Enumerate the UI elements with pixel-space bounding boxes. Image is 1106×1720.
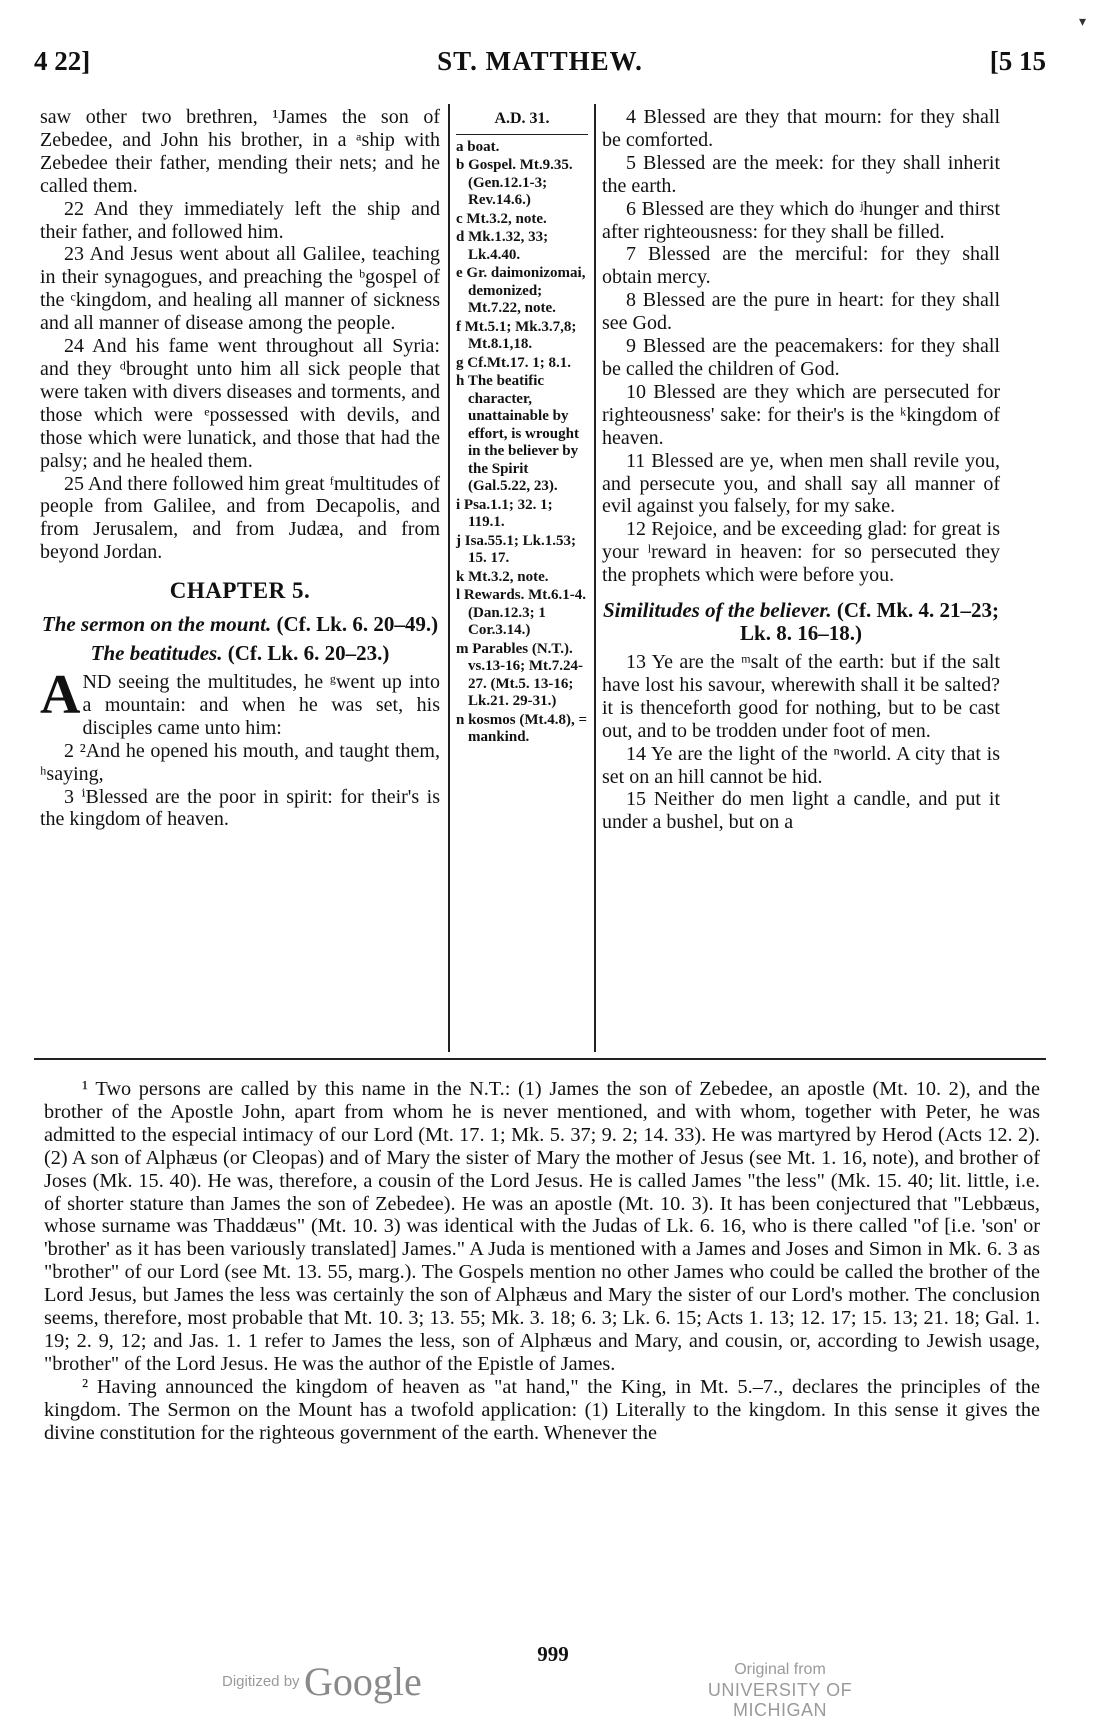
reference-m: m Parables (N.T.). vs.13-16; Mt.7.24-27. (Mt.5. 13-16; Lk.21. 29-31.): [456, 640, 583, 709]
footnote-1: ¹ Two persons are called by this name in the N.T.: (1) James the son of Zebedee, an apostle (Mt. 10. 2), and the brother of the Apostle John, apart from whom he is never mentioned, and with whom, together with Peter, he was admitted to the especial intimacy of our Lord (Mt. 17. 1; Mk. 5. 37; 9. 2; 14. 33). He was martyred by Herod (Acts 12. 2). (2) A son of Alphæus (or Cleopas) and of Mary the sister of Mary the mother of Jesus (see Mt. 1. 16, note), and brother of Joses (Mk. 15. 40). He was, therefore, a cousin of the Lord Jesus. He is called James "the less" (Mk. 15. 40; lit. little, i.e. of shorter stature than James the son of Zebedee). He was an apostle (Mt. 10. 3). It has been conjectured that "Lebbæus, whose surname was Thaddæus" (Mt. 10. 3) was identical with the Judas of Lk. 6. 16, who is there called "of [i.e. 'son' or 'brother' as it has been variously translated] James." A Juda is mentioned with a James and Joses and Simon in Mk. 6. 3 as "brother" of our Lord (see Mt. 13. 55, marg.). The Gospels mention no other James who could be called the brother of the Lord Jesus, but James the less was certainly the son of Alphæus and Mary the sister of our Lord's mother. The conclusion seems, therefore, most probable that Mt. 10. 3; 13. 55; Mk. 3. 18; 6. 3; Lk. 6. 15; Acts 1. 13; 12. 17; 15. 13; 21. 18; Gal. 1. 19; 2. 9, 12; and Jas. 1. 1 refer to James the less, son of Alphæus and Mary, and cousin, or, according to Jewish usage, "brother" of the Lord Jesus. He was the author of the Epistle of James.: [44, 1078, 1040, 1375]
reference-n: n kosmos (Mt.4.8), = mankind.: [456, 711, 588, 745]
verse-13: 13 Ye are the ᵐsalt of the earth: but if the salt have lost his savour, wherewith shall it be salted? it is thenceforth good for nothing, but to be cast out, and to be trodden under foot of men.: [602, 651, 1000, 742]
reference-j: j Isa.55.1; Lk.1.53; 15. 17.: [456, 532, 577, 566]
chapter-heading: CHAPTER 5.: [169, 578, 311, 604]
book-title: ST. MATTHEW.: [437, 46, 643, 76]
verse-23: 23 And Jesus went about all Galilee, teaching in their synagogues, and preaching the ᵇgospel of the ᶜkingdom, and healing all manner of sickness and all manner of disease among the people.: [40, 243, 440, 335]
section-heading-sermon-ref: (Cf. Lk. 6. 20–49.): [276, 612, 439, 637]
header-chapter-verse-left: 4 22]: [34, 46, 91, 76]
page-number: 999: [537, 1642, 569, 1666]
corner-mark: ▾: [1078, 15, 1086, 30]
original-from-watermark: [660, 1660, 900, 1720]
reference-k: k Mt.3.2, note.: [456, 568, 549, 585]
reference-l: l Rewards. Mt.6.1-4. (Dan.12.3; 1 Cor.3.14.): [456, 587, 586, 638]
reference-date: A.D. 31.: [456, 110, 588, 135]
reference-column: [456, 110, 588, 748]
reference-d: d Mk.1.32, 33; Lk.4.40.: [456, 229, 549, 263]
digitized-by-watermark: [222, 1658, 422, 1705]
reference-c: c Mt.3.2, note.: [456, 210, 547, 227]
reference-a: a boat.: [456, 138, 500, 155]
original-from-text: Original from: [734, 1661, 826, 1678]
section-heading-similitudes-title: Similitudes of the believer.: [602, 598, 832, 623]
verse-22: 22 And they immediately left the ship and their father, and followed him.: [40, 197, 440, 243]
verse-3: 3 ⁱBlessed are the poor in spirit: for their's is the kingdom of heaven.: [40, 785, 440, 831]
verse-4: 4 Blessed are they that mourn: for they shall be comforted.: [602, 106, 1000, 151]
drop-cap: A: [40, 664, 81, 727]
column-divider-left: [448, 104, 450, 1052]
reference-e: e Gr. daimonizomai, demonized; Mt.7.22, note.: [456, 265, 586, 316]
section-heading-similitudes: [602, 599, 1000, 645]
verse-2: 2 ²And he opened his mouth, and taught them, ʰsaying,: [40, 739, 440, 785]
verse-7: 7 Blessed are the merciful: for they shall obtain mercy.: [602, 243, 1000, 289]
verse-12: 12 Rejoice, and be exceeding glad: for great is your ˡreward in heaven: for so persecuted they the prophets which were before you.: [602, 518, 1000, 587]
verse-9: 9 Blessed are the peacemakers: for they shall be called the children of God.: [602, 335, 1000, 380]
reference-g: g Cf.Mt.17. 1; 8.1.: [456, 354, 571, 371]
section-heading-sermon-title: The sermon on the mount.: [41, 612, 272, 637]
university-text: UNIVERSITY OF MICHIGAN: [707, 1680, 853, 1720]
left-text-column: [40, 106, 440, 831]
verse-paragraph: saw other two brethren, ¹James the son of Zebedee, and John his brother, in a ᵃship with Zebedee their father, mending their nets; and he called them.: [40, 106, 440, 197]
section-heading-beatitudes: [40, 642, 440, 665]
verse-8: 8 Blessed are the pure in heart: for they shall see God.: [602, 289, 1000, 335]
verse-24: 24 And his fame went throughout all Syria: and they ᵈbrought unto him all sick people that were taken with divers diseases and torments, and those which were ᵉpossessed with devils, and those which were lunatick, and those that had the palsy; and he healed them.: [40, 335, 440, 472]
reference-f: f Mt.5.1; Mk.3.7,8; Mt.8.1,18.: [456, 318, 577, 352]
footnotes: [44, 1078, 1040, 1445]
footnote-2: ² Having announced the kingdom of heaven as "at hand," the King, in Mt. 5.–7., declares the principles of the kingdom. The Sermon on the Mount has a twofold application: (1) Literally to the kingdom. In this sense it gives the divine constitution for the righteous government of the earth. Whenever the: [44, 1375, 1040, 1444]
header-chapter-verse-right: [5 15: [989, 46, 1046, 76]
section-heading-beatitudes-title: The beatitudes.: [90, 641, 223, 666]
section-heading-sermon: [40, 613, 440, 636]
digitized-by-text: Digitized by: [222, 1673, 300, 1690]
verse-11: 11 Blessed are ye, when men shall revile you, and persecute you, and shall say all manner of evil against you falsely, for my sake.: [602, 449, 1000, 518]
footnote-separator: [34, 1058, 1046, 1060]
reference-b: b Gospel. Mt.9.35. (Gen.12.1-3; Rev.14.6.): [456, 157, 573, 208]
page-header: [34, 40, 1046, 90]
verse-14: 14 Ye are the light of the ⁿworld. A city that is set on an hill cannot be hid.: [602, 742, 1000, 788]
verse-15: 15 Neither do men light a candle, and put it under a bushel, but on a: [602, 788, 1000, 834]
verse-6: 6 Blessed are they which do ʲhunger and thirst after righteousness: for they shall be filled.: [602, 197, 1000, 243]
column-divider-right: [594, 104, 596, 1052]
verse-25: 25 And there followed him great ᶠmultitudes of people from Galilee, and from Decapolis, and from Jerusalem, and from Judæa, and from beyond Jordan.: [40, 472, 440, 564]
verse-10: 10 Blessed are they which are persecuted for righteousness' sake: for their's is the ᵏkingdom of heaven.: [602, 380, 1000, 449]
right-text-column: [602, 106, 1000, 834]
verse-1-text: ND seeing the multitudes, he ᵍwent up into a mountain: and when he was set, his disciples came unto him:: [82, 671, 440, 739]
section-heading-beatitudes-ref: (Cf. Lk. 6. 20–23.): [227, 641, 390, 666]
reference-h: h The beatific character, unattainable by effort, is wrought in the believer by the Spirit (Gal.5.22, 23).: [456, 373, 579, 494]
verse-5: 5 Blessed are the meek: for they shall inherit the earth.: [602, 151, 1000, 197]
reference-i: i Psa.1.1; 32. 1; 119.1.: [456, 496, 553, 530]
section-heading-similitudes-ref: (Cf. Mk. 4. 21–23; Lk. 8. 16–18.): [740, 598, 1000, 646]
verse-1: [40, 664, 440, 740]
google-logo: Google: [304, 1659, 422, 1704]
